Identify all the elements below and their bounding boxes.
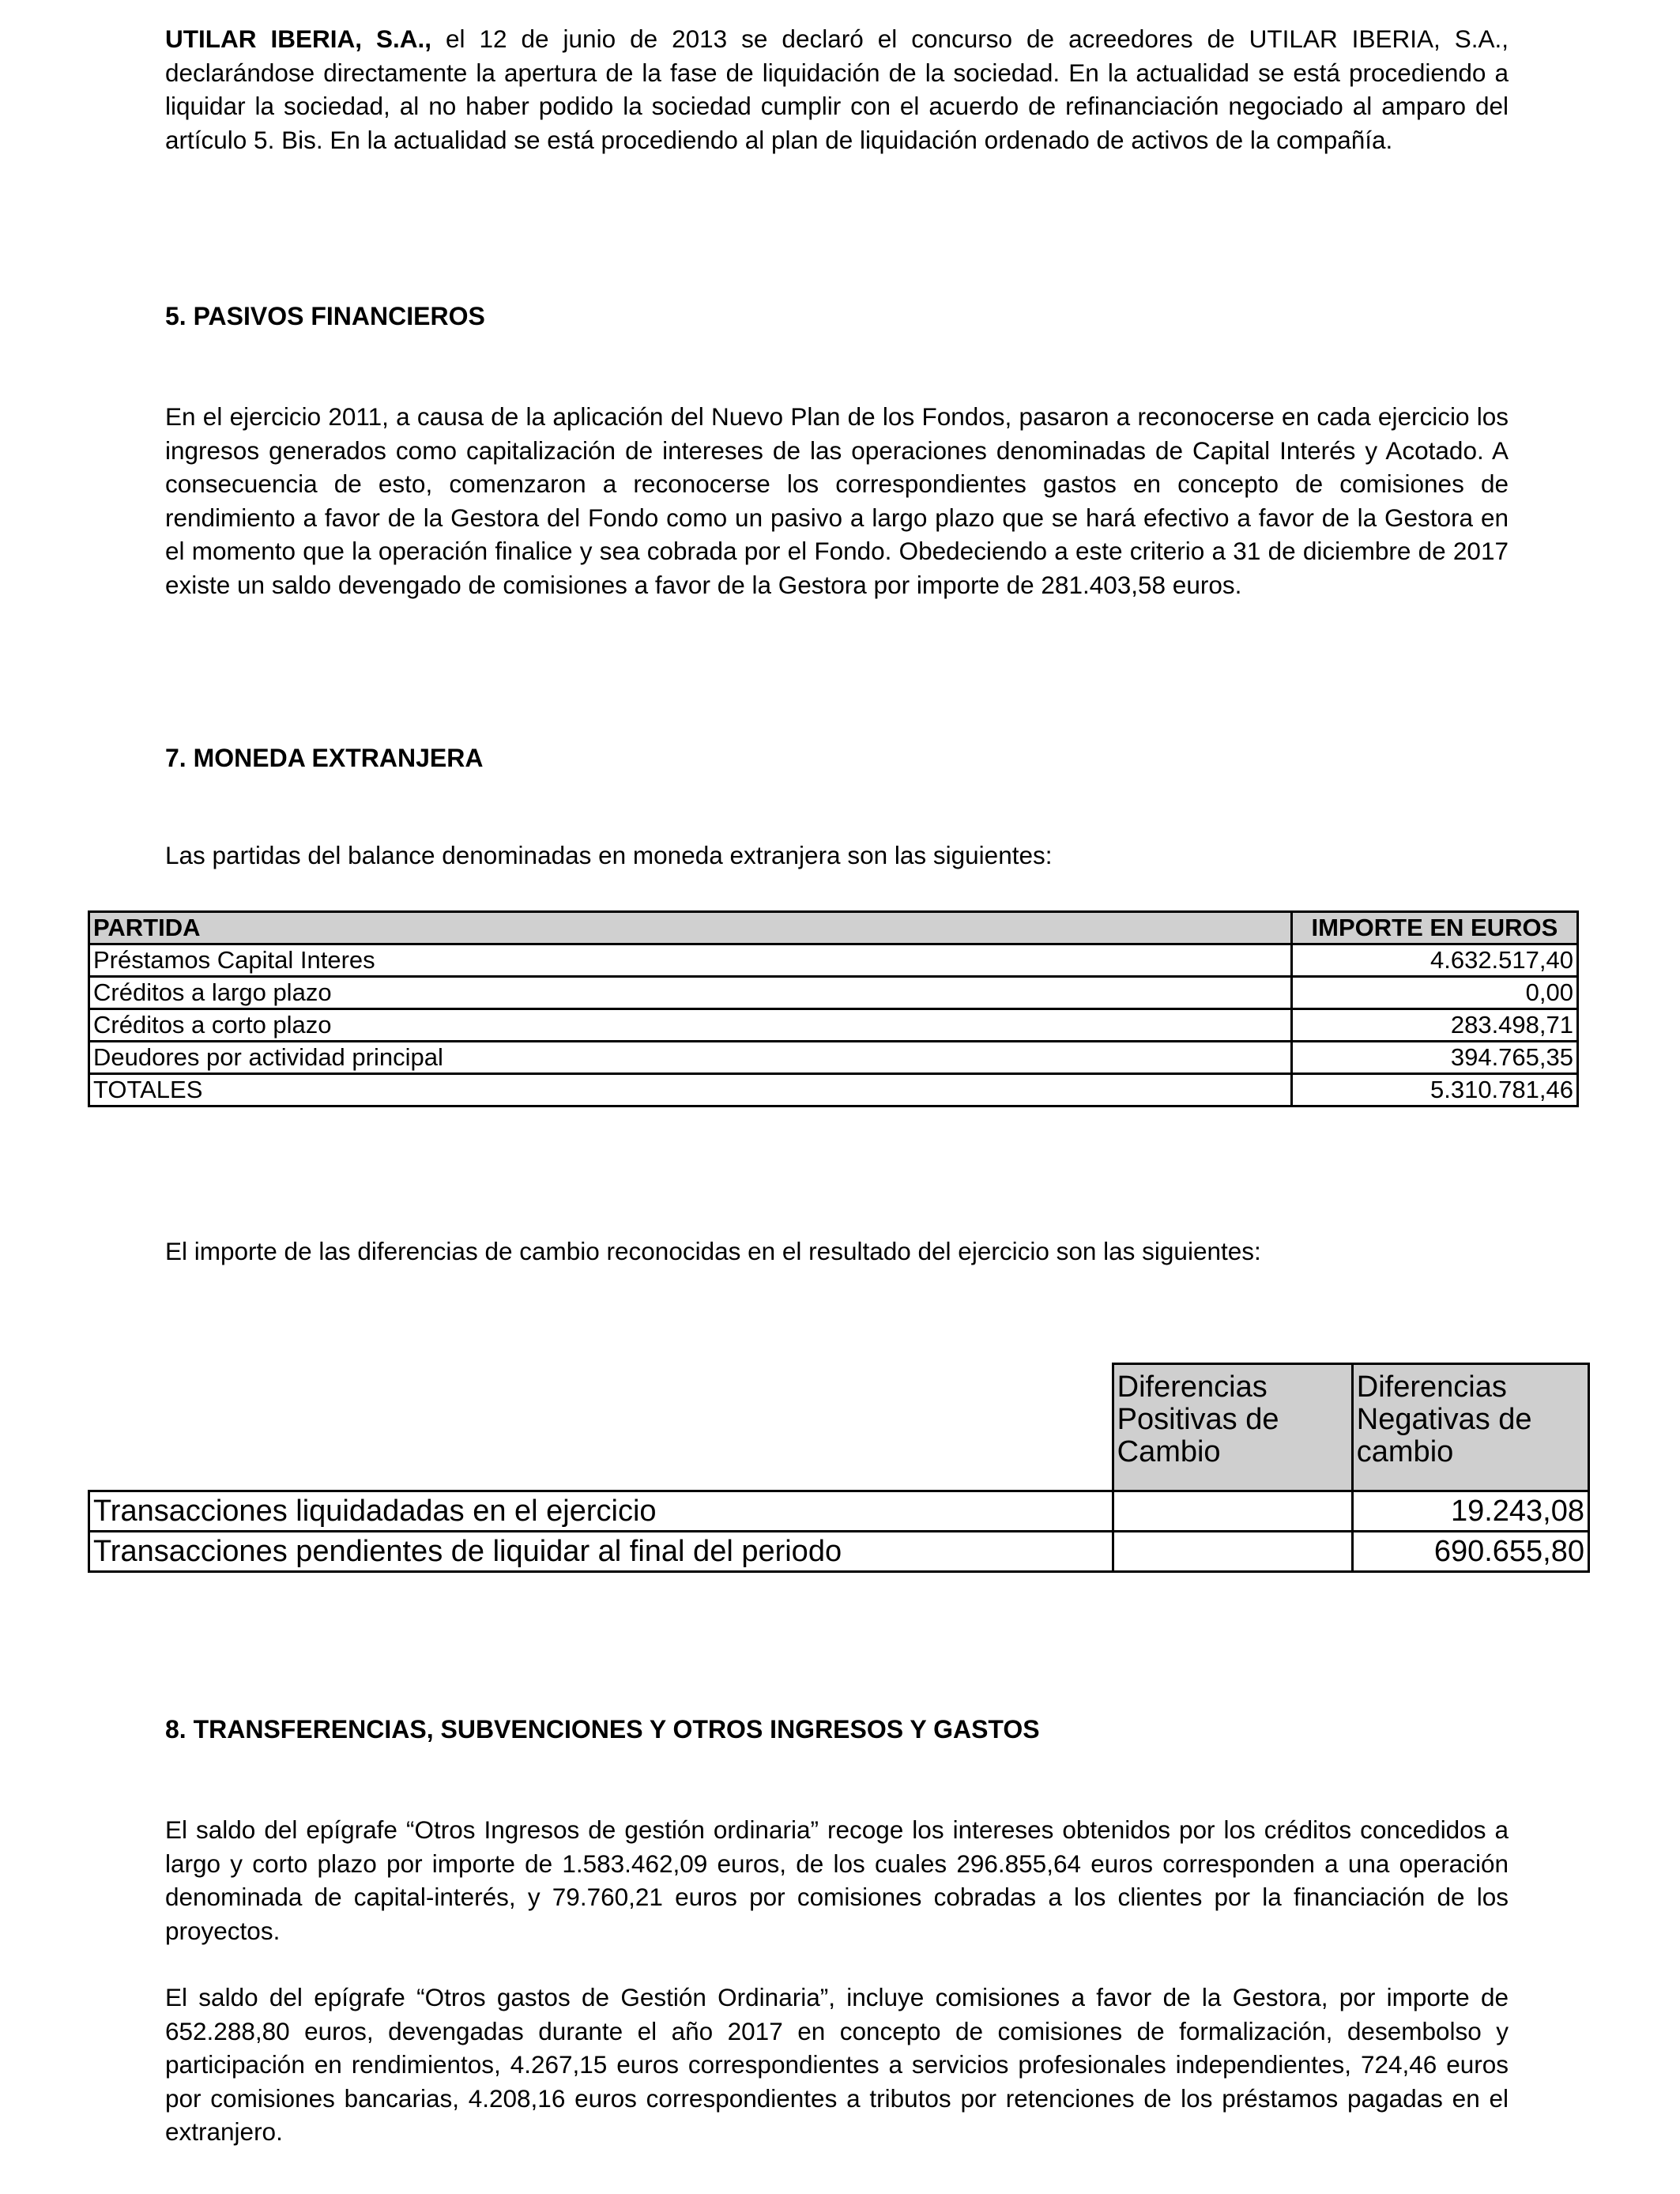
section-7-intro: Las partidas del balance denominadas en moneda extranjera son las siguientes: xyxy=(165,841,1053,869)
section-7-intro-block xyxy=(165,839,1509,873)
table-header-row xyxy=(89,1364,1589,1491)
header-positive-differences: Diferencias Positivas de Cambio xyxy=(1113,1364,1352,1491)
table-row xyxy=(89,977,1578,1009)
intro-block xyxy=(165,22,1509,156)
section-7 xyxy=(165,742,1509,774)
table-row-totals xyxy=(89,1074,1578,1106)
diff-intro-block xyxy=(165,1235,1509,1269)
section-8-paragraph-1: El saldo del epígrafe “Otros Ingresos de gestión ordinaria” recoge los intereses obtenidos por los créditos concedidos a largo y corto plazo por importe de 1.583.462,09 euros, de los cuales 296.855,64 euros corresponden a una operación denominada de capital-interés, y 79.760,21 euros por comisiones cobradas a los clientes por la financiación de los proyectos. xyxy=(165,1815,1509,1945)
row-value: 4.632.517,40 xyxy=(1291,944,1577,977)
table-row xyxy=(89,1491,1589,1532)
row-label: Transacciones pendientes de liquidar al final del periodo xyxy=(89,1532,1113,1572)
empty-corner xyxy=(89,1364,1113,1491)
intro-paragraph xyxy=(165,22,1509,156)
section-8-body-2 xyxy=(165,1981,1509,2149)
row-value: 394.765,35 xyxy=(1291,1042,1577,1074)
table-row xyxy=(89,1042,1578,1074)
intro-text: el 12 de junio de 2013 se declaró el concurso de acreedores de UTILAR IBERIA, S.A., declarándose directamente la apertura de la fase de liquidación de la sociedad. En la actualidad se está procediendo a liquidar la sociedad, al no haber podido la sociedad cumplir con el acuerdo de refinanciación negociado al amparo del artículo 5. Bis. En la actualidad se está procediendo al plan de liquidación ordenado de activos de la compañía. xyxy=(165,25,1509,154)
section-8-body-1 xyxy=(165,1813,1509,1947)
row-value: 283.498,71 xyxy=(1291,1009,1577,1042)
header-partida: PARTIDA xyxy=(89,912,1292,944)
exchange-differences-table xyxy=(88,1363,1590,1573)
company-name: UTILAR IBERIA, S.A., xyxy=(165,25,431,53)
section-7-heading: 7. MONEDA EXTRANJERA xyxy=(165,744,484,772)
table-header-row xyxy=(89,912,1578,944)
row-label: Créditos a largo plazo xyxy=(89,977,1292,1009)
section-5-paragraph: En el ejercicio 2011, a causa de la aplicación del Nuevo Plan de los Fondos, pasaron a reconocerse en cada ejercicio los ingresos generados como capitalización de intereses de las operaciones denominadas de Capital Interés y Acotado. A consecuencia de esto, comenzaron a reconocerse los correspondientes gastos en concepto de comisiones de rendimiento a favor de la Gestora del Fondo como un pasivo a largo plazo que se hará efectivo a favor de la Gestora en el momento que la operación finalice y sea cobrada por el Fondo. Obedeciendo a este criterio a 31 de diciembre de 2017 existe un saldo devengado de comisiones a favor de la Gestora por importe de 281.403,58 euros. xyxy=(165,402,1509,599)
row-label: Préstamos Capital Interes xyxy=(89,944,1292,977)
row-positive xyxy=(1113,1532,1352,1572)
header-negative-differences: Diferencias Negativas de cambio xyxy=(1352,1364,1588,1491)
row-label: Créditos a corto plazo xyxy=(89,1009,1292,1042)
section-8-heading: 8. TRANSFERENCIAS, SUBVENCIONES Y OTROS INGRESOS Y GASTOS xyxy=(165,1715,1040,1744)
header-importe: IMPORTE EN EUROS xyxy=(1291,912,1577,944)
row-negative: 690.655,80 xyxy=(1352,1532,1588,1572)
row-positive xyxy=(1113,1491,1352,1532)
row-label: TOTALES xyxy=(89,1074,1292,1106)
diff-intro: El importe de las diferencias de cambio reconocidas en el resultado del ejercicio son las siguientes: xyxy=(165,1237,1261,1265)
row-value: 5.310.781,46 xyxy=(1291,1074,1577,1106)
row-label: Transacciones liquidadadas en el ejercicio xyxy=(89,1491,1113,1532)
section-5 xyxy=(165,300,1509,332)
section-5-body xyxy=(165,400,1509,602)
row-label: Deudores por actividad principal xyxy=(89,1042,1292,1074)
section-5-heading: 5. PASIVOS FINANCIEROS xyxy=(165,302,485,330)
table-row xyxy=(89,1532,1589,1572)
row-negative: 19.243,08 xyxy=(1352,1491,1588,1532)
section-8 xyxy=(165,1713,1509,1745)
table-row xyxy=(89,1009,1578,1042)
row-value: 0,00 xyxy=(1291,977,1577,1009)
section-8-paragraph-2: El saldo del epígrafe “Otros gastos de Gestión Ordinaria”, incluye comisiones a favor de la Gestora, por importe de 652.288,80 euros, devengadas durante el año 2017 en concepto de comisiones de formalización, desembolso y participación en rendimientos, 4.267,15 euros correspondientes a servicios profesionales independientes, 724,46 euros por comisiones bancarias, 4.208,16 euros correspondientes a tributos por retenciones de los préstamos pagadas en el extranjero. xyxy=(165,1983,1509,2147)
partidas-table xyxy=(88,910,1579,1107)
table-row xyxy=(89,944,1578,977)
